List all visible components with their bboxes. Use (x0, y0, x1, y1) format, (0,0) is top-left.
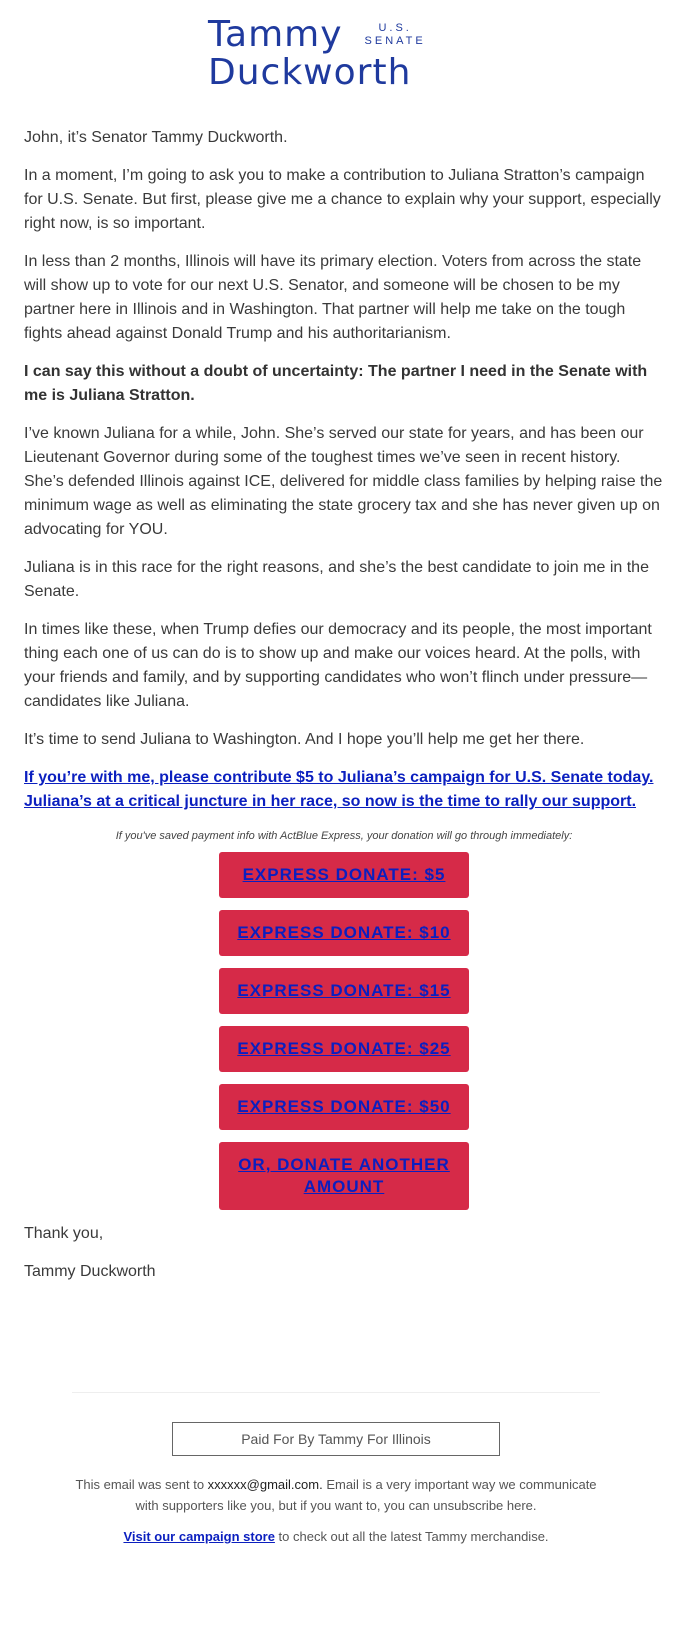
bold-text: I can say this without a doubt of uncertainty: The partner I need in the Senate with me is Juliana Stratton. (24, 363, 648, 404)
logo-row (208, 16, 426, 54)
paragraph: In a moment, I’m going to ask you to make a contribution to Juliana Stratton’s campaign for U.S. Senate. But first, please give me a chance to explain why your support, especially right now, is so important. (24, 167, 661, 232)
store-line (72, 1528, 600, 1546)
express-donate-15-button[interactable]: EXPRESS DONATE: $15 (219, 968, 469, 1014)
footer (72, 1392, 600, 1546)
express-donate-5-button[interactable]: EXPRESS DONATE: $5 (219, 852, 469, 898)
logo-line1: Tammy (208, 14, 343, 55)
signoff-name: Tammy Duckworth (24, 1263, 156, 1280)
paid-for-box: Paid For By Tammy For Illinois (172, 1422, 500, 1456)
logo (208, 16, 426, 92)
contribute-link[interactable]: If you’re with me, please contribute $5 to Juliana’s campaign for U.S. Senate today. Juliana’s at a critical juncture in her race, so now is the time to rally our support. (24, 769, 654, 810)
express-note: If you've saved payment info with ActBlue Express, your donation will go through immediately: (115, 830, 573, 842)
recipient-email: xxxxxx@gmail.com. (207, 1477, 323, 1492)
paragraph: John, it’s Senator Tammy Duckworth. (24, 129, 288, 146)
express-donate-10-button[interactable]: EXPRESS DONATE: $10 (219, 910, 469, 956)
logo-senate (365, 22, 426, 48)
paragraph: I’ve known Juliana for a while, John. She’s served our state for years, and has been our Lieutenant Governor during some of the toughest times we’ve seen in recent history. She’s defended Illinois against ICE, delivered for middle class families by helping raise the minimum wage as well as eliminating the state grocery tax and she has never given up on advocating for YOU. (24, 425, 663, 538)
paragraph: In less than 2 months, Illinois will have its primary election. Voters from across the state will show up to vote for our next U.S. Senator, and someone will be chosen to be my partner here in Illinois and in Washington. That partner will help me take on the tough fights ahead against Donald Trump and his authoritarianism. (24, 253, 642, 342)
express-donate-50-button[interactable]: EXPRESS DONATE: $50 (219, 1084, 469, 1130)
logo-line2: Duckworth (208, 52, 412, 93)
logo-senate-text: SENATE (364, 35, 426, 47)
signoff-thanks: Thank you, (24, 1225, 104, 1242)
donate-other-amount-button[interactable]: OR, DONATE ANOTHER AMOUNT (219, 1142, 469, 1210)
express-donate-25-button[interactable]: EXPRESS DONATE: $25 (219, 1026, 469, 1072)
footer-text (72, 1474, 600, 1516)
sent-post: Email is a very important way we communicate with supporters like you, but if you want to, you can unsubscribe here. (135, 1477, 597, 1513)
cta-paragraph (24, 766, 664, 814)
sent-pre: This email was sent to (75, 1477, 208, 1492)
paragraph: It’s time to send Juliana to Washington. And I hope you’ll help me get her there. (24, 731, 585, 748)
paragraph: Juliana is in this race for the right reasons, and she’s the best candidate to join me in the Senate. (24, 559, 649, 600)
paragraph: In times like these, when Trump defies our democracy and its people, the most important thing each one of us can do is to show up and make our voices heard. At the polls, with your friends and family, and by supporting candidates who won’t flinch under pressure—candidates like Juliana. (24, 621, 652, 710)
store-text: to check out all the latest Tammy merchandise. (274, 1529, 549, 1544)
email-body (24, 126, 664, 1298)
campaign-store-link[interactable]: Visit our campaign store (123, 1529, 275, 1544)
paragraph-bold (24, 360, 664, 408)
logo-us: U.S. (378, 22, 412, 34)
